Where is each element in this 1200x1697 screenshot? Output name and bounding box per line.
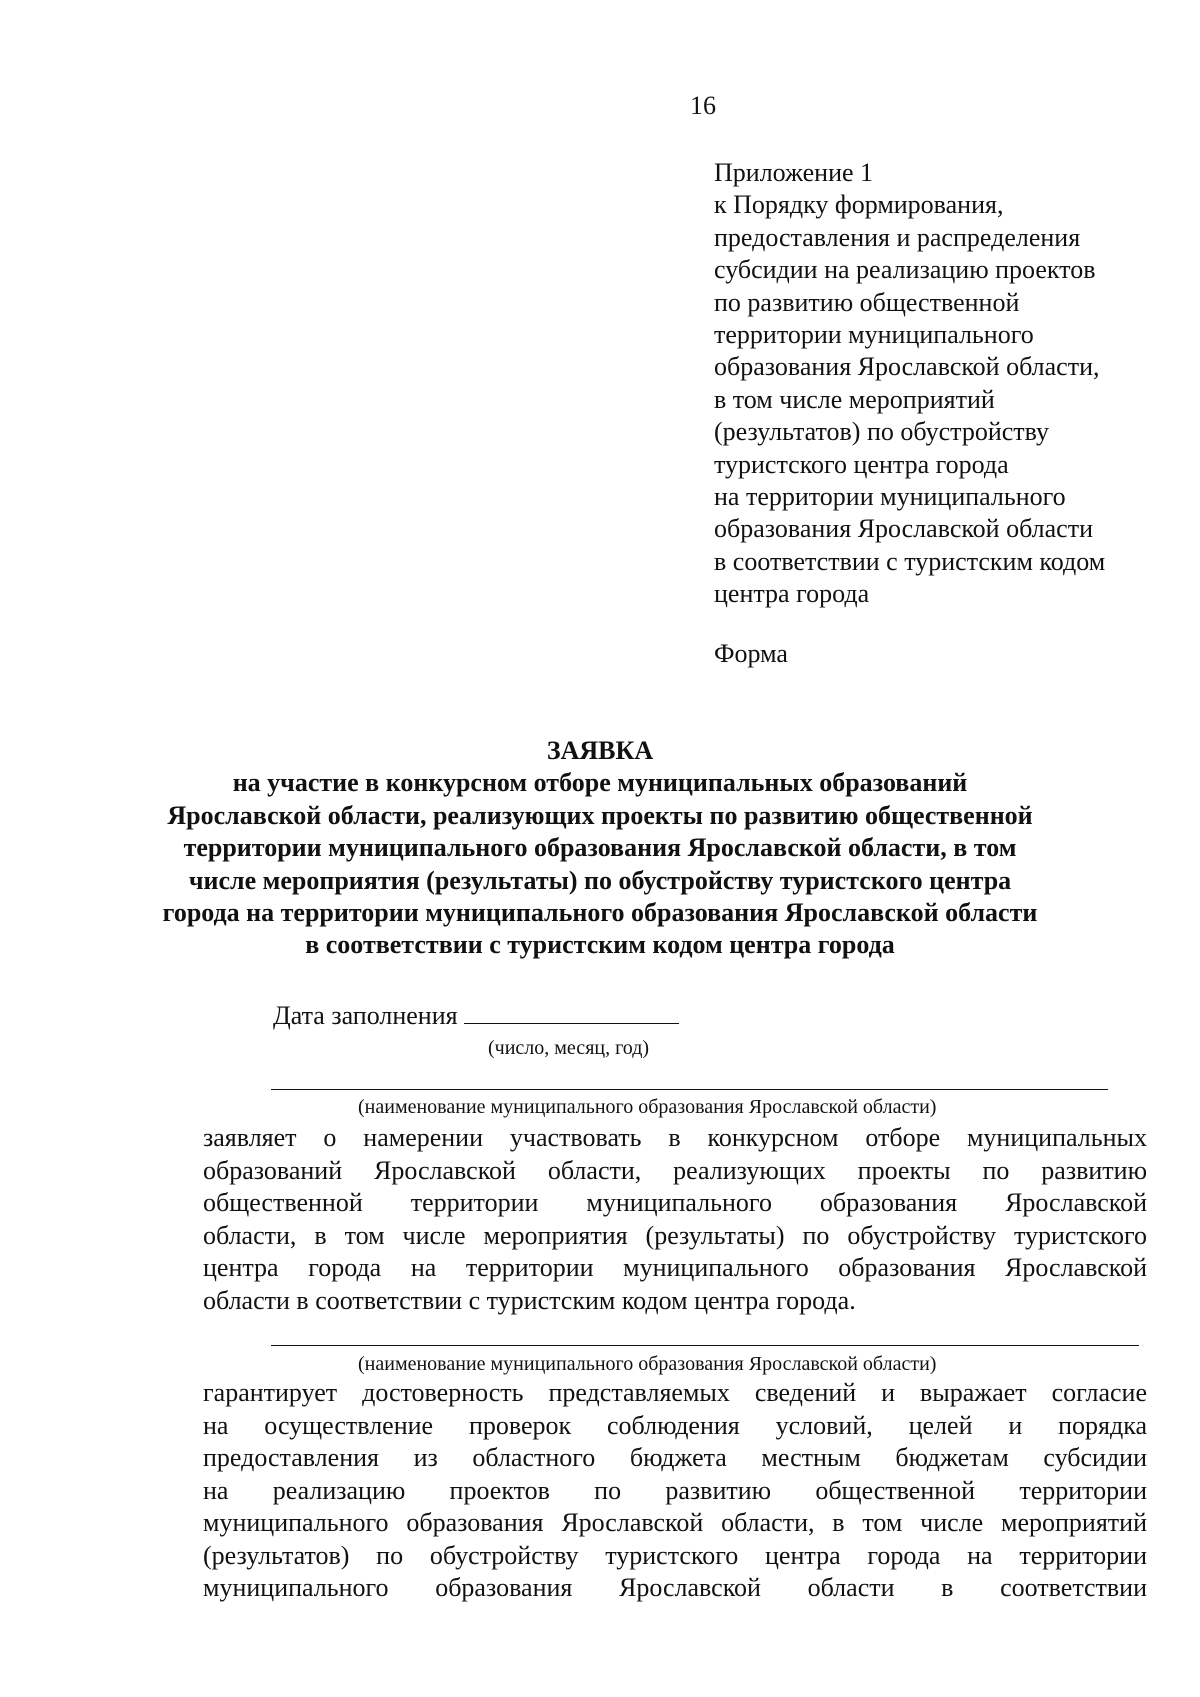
paragraph-line: муниципального образования Ярославской области, в том числе мероприятий [203, 1508, 1147, 1537]
title-line: территории муниципального образования Ярославской области, в том [183, 833, 1017, 863]
appendix-line: Приложение 1 [714, 158, 874, 187]
appendix-line: субсидии на реализацию проектов [714, 255, 1096, 285]
appendix-line: по развитию общественной [714, 287, 1020, 317]
appendix-line: на территории муниципального [714, 482, 1066, 512]
municipality-name-caption: (наименование муниципального образования Ярославской области) [358, 1353, 937, 1375]
paragraph-line: общественной территории муниципального образования Ярославской [203, 1188, 1147, 1217]
paragraph-line: центра города на территории муниципального образования Ярославской [203, 1253, 1147, 1282]
paragraph-line: на реализацию проектов по развитию общественной территории [203, 1475, 1147, 1505]
appendix-line: к Порядку формирования, [714, 190, 1004, 220]
paragraph-line: образований Ярославской области, реализующих проекты по развитию [203, 1155, 1147, 1185]
title-line: города на территории муниципального образования Ярославской области [162, 898, 1038, 928]
municipality-name-blank-line[interactable] [271, 1345, 1139, 1346]
appendix-line: (результатов) по обустройству [714, 417, 1050, 447]
guarantee-paragraph [203, 1377, 1147, 1605]
fill-date-label: Дата заполнения [273, 1001, 458, 1030]
title-line: в соответствии с туристским кодом центра города [305, 930, 895, 960]
paragraph-line: (результатов) по обустройству туристского центра города на территории [203, 1540, 1147, 1570]
title-line: числе мероприятия (результаты) по обустройству туристского центра [188, 865, 1012, 895]
appendix-note [714, 157, 1154, 611]
appendix-line: образования Ярославской области [714, 514, 1093, 544]
title-heading: ЗАЯВКА [546, 736, 654, 765]
paragraph-line: гарантирует достоверность представляемых сведений и выражает согласие [203, 1378, 1147, 1407]
appendix-line: туристского центра города [714, 449, 1009, 479]
paragraph-line: заявляет о намерении участвовать в конкурсном отборе муниципальных [203, 1123, 1147, 1152]
municipality-name-caption: (наименование муниципального образования Ярославской области) [358, 1096, 937, 1118]
municipality-name-blank-line[interactable] [271, 1089, 1108, 1090]
appendix-line: центра города [714, 579, 870, 609]
form-label: Форма [714, 639, 788, 668]
paragraph-line: на осуществление проверок соблюдения условий, целей и порядка [203, 1410, 1147, 1440]
paragraph-line: области, в том числе мероприятия (результаты) по обустройству туристского [203, 1220, 1147, 1250]
paragraph-line: муниципального образования Ярославской области в соответствии [203, 1573, 1147, 1602]
fill-date-blank-line[interactable] [464, 999, 679, 1024]
appendix-line: в соответствии с туристским кодом [714, 546, 1106, 576]
paragraph-line: области в соответствии с туристским кодом центра города. [203, 1285, 856, 1315]
paragraph-line: предоставления из областного бюджета местным бюджетам субсидии [203, 1443, 1147, 1472]
appendix-line: образования Ярославской области, [714, 352, 1100, 382]
fill-date-caption: (число, месяц, год) [488, 1037, 650, 1059]
title-line: Ярославской области, реализующих проекты по развитию общественной [167, 800, 1033, 830]
appendix-line: предоставления и распределения [714, 222, 1081, 252]
appendix-line: в том числе мероприятий [714, 384, 995, 414]
declaration-paragraph [203, 1122, 1147, 1317]
document-title [160, 735, 1040, 962]
page-number: 16 [690, 91, 716, 120]
fill-date-row [273, 999, 679, 1032]
appendix-line: территории муниципального [714, 320, 1034, 350]
title-line: на участие в конкурсном отборе муниципальных образований [232, 768, 968, 798]
